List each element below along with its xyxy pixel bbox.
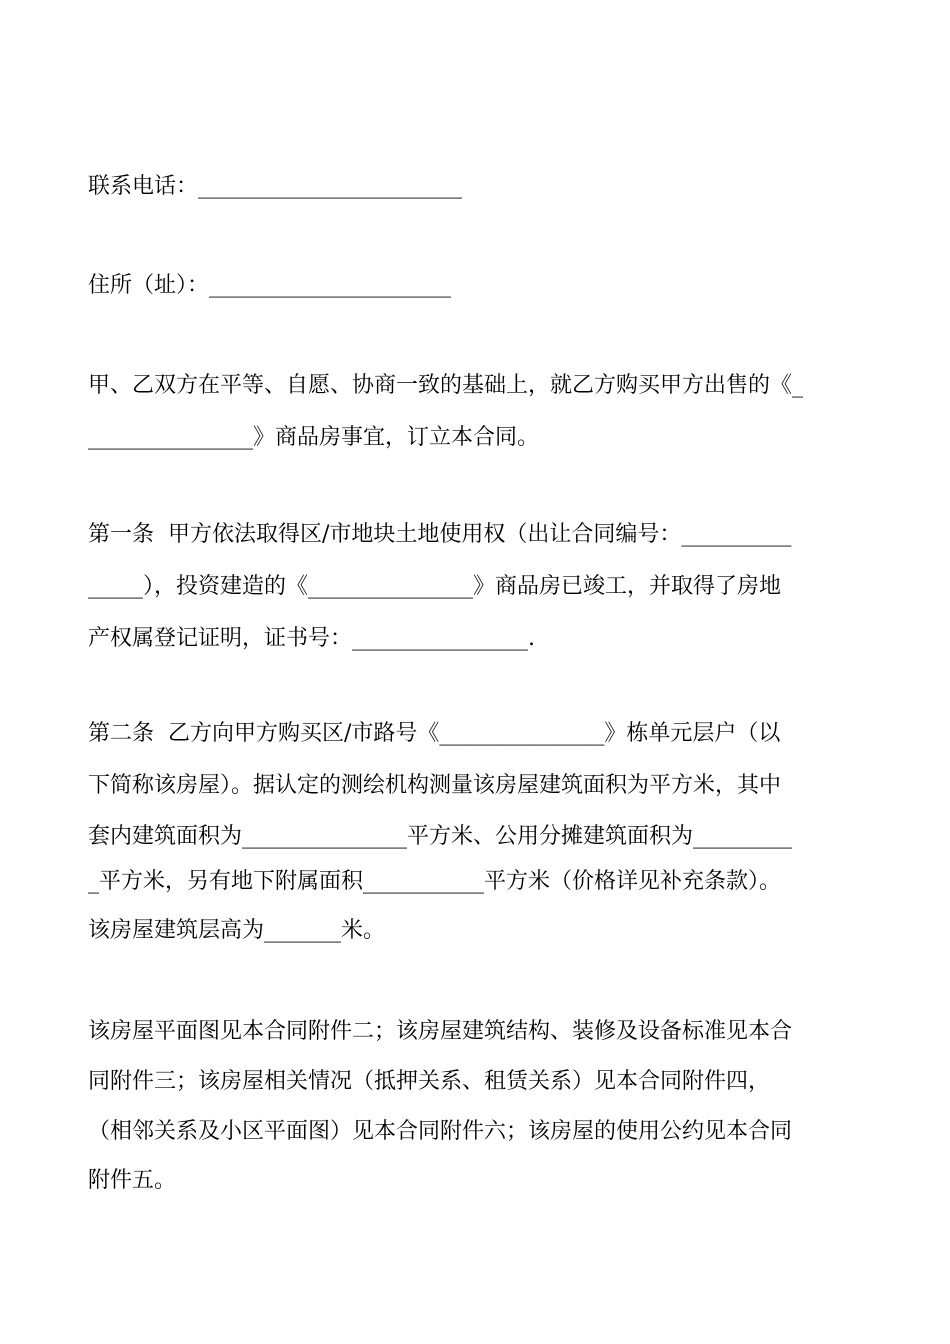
appendix-line-4: 附件五。	[88, 1168, 177, 1193]
article2-line-1: 第二条 乙方向甲方购买区/市路号《_______________》栋单元层户（以	[88, 721, 781, 746]
article2-line-3: 套内建筑面积为_______________平方米、公用分摊建筑面积为_________	[88, 824, 793, 849]
contact-phone-line: 联系电话：________________________	[88, 174, 463, 199]
intro-line-1: 甲、乙双方在平等、自愿、协商一致的基础上，就乙方购买甲方出售的《_	[88, 373, 804, 398]
article2-line-2: 下简称该房屋）。据认定的测绘机构测量该房屋建筑面积为平方米，其中	[88, 773, 782, 798]
article2-line-4: _平方米，另有地下附属面积___________平方米（价格详见补充条款）。	[88, 869, 782, 894]
appendix-line-1: 该房屋平面图见本合同附件二；该房屋建筑结构、装修及设备标准见本合	[88, 1019, 793, 1044]
appendix-line-3: （相邻关系及小区平面图）见本合同附件六；该房屋的使用公约见本合同	[88, 1119, 793, 1144]
address-line: 住所（址）：______________________	[88, 273, 452, 298]
contract-page	[88, 0, 868, 1344]
intro-line-2: _______________》商品房事宜，订立本合同。	[88, 425, 540, 450]
article2-line-5: 该房屋建筑层高为_______米。	[88, 918, 386, 943]
article1-line-1: 第一条 甲方依法取得区/市地块土地使用权（出让合同编号：__________	[88, 522, 792, 547]
appendix-line-2: 同附件三；该房屋相关情况（抵押关系、租赁关系）见本合同附件四，	[88, 1069, 771, 1094]
article1-line-2: _____），投资建造的《_______________》商品房已竣工，并取得了房地	[88, 574, 782, 599]
article1-line-3: 产权属登记证明，证书号：________________.	[88, 626, 535, 651]
